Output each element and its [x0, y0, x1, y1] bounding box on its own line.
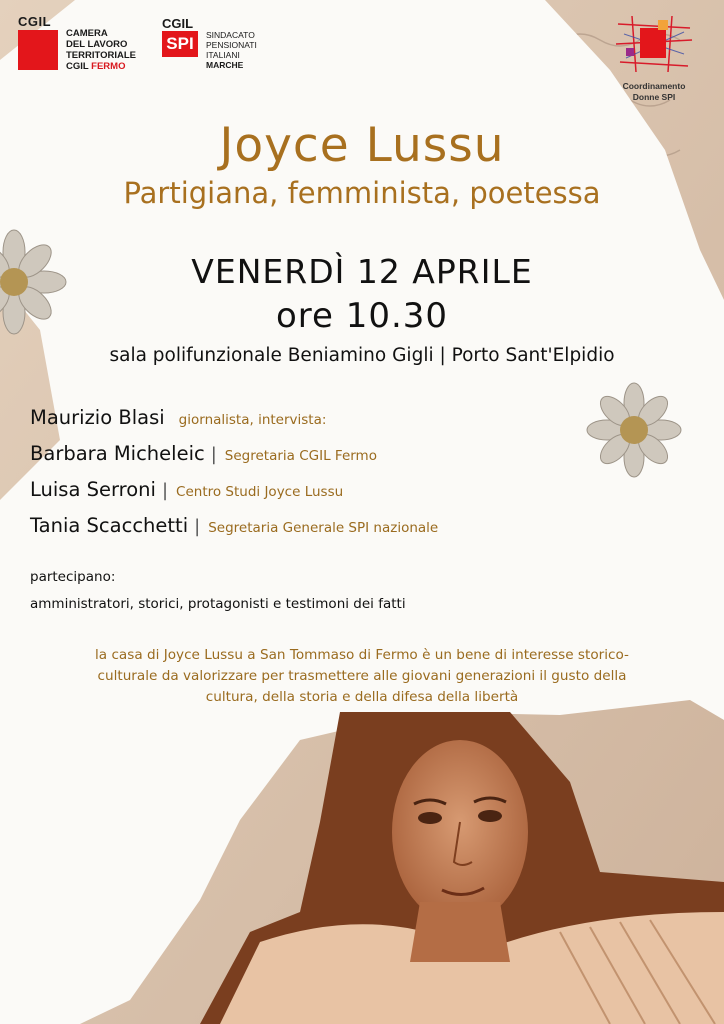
speaker-role: Segretaria Generale SPI nazionale	[208, 520, 439, 536]
speaker-row	[30, 478, 343, 501]
event-time: ore 10.30	[275, 296, 449, 336]
statement-line-3: cultura, della storia e della difesa della libertà	[205, 689, 519, 705]
spi-cgil-logo	[162, 16, 257, 70]
event-date: VENERDÌ 12 APRILE	[191, 252, 533, 291]
speaker-name: Maurizio Blasi	[30, 406, 165, 429]
speaker-role: giornalista, intervista:	[178, 412, 327, 428]
speaker-separator: |	[194, 516, 201, 537]
spi-cgil-wordmark: CGIL	[162, 16, 194, 31]
mosaic-logo-icon	[614, 14, 694, 74]
participants-label: partecipano:	[30, 569, 116, 585]
speaker-role: Segretaria CGIL Fermo	[224, 448, 377, 464]
cgil-city: FERMO	[91, 61, 126, 72]
cgil-line-3: TERRITORIALE	[66, 50, 137, 61]
speaker-name: Luisa Serroni	[30, 478, 156, 501]
speaker-name: Barbara Micheleic	[30, 442, 205, 465]
event-subtitle: Partigiana, femminista, poetessa	[123, 176, 601, 210]
cgil-line-4-prefix: CGIL	[66, 61, 89, 72]
event-title: Joyce Lussu	[219, 118, 505, 173]
speaker-row	[30, 406, 326, 429]
coordinamento-line-2: Donne SPI	[632, 92, 676, 102]
statement-line-1: la casa di Joyce Lussu a San Tommaso di Fermo è un bene di interesse storico-	[95, 647, 629, 663]
speaker-row	[30, 514, 438, 537]
coordinamento-line-1: Coordinamento	[622, 81, 686, 91]
cgil-line-1: CAMERA	[66, 28, 108, 39]
speaker-role: Centro Studi Joyce Lussu	[176, 484, 344, 500]
spi-line-1: SINDACATO	[206, 30, 255, 40]
spi-line-3: ITALIANI	[206, 50, 240, 60]
statement-line-2: culturale da valorizzare per trasmettere alle giovani generazioni il gusto della	[97, 668, 627, 684]
spi-region: MARCHE	[206, 60, 244, 70]
cgil-red-square-icon	[18, 30, 58, 70]
cgil-fermo-logo	[18, 16, 136, 72]
coordinamento-donne-spi-logo	[608, 14, 700, 103]
spi-line-2: PENSIONATI	[206, 40, 257, 50]
spi-box: SPI	[162, 31, 198, 57]
speaker-separator: |	[161, 480, 169, 501]
dried-flower-right	[584, 380, 684, 480]
cgil-line-2: DEL LAVORO	[66, 39, 128, 50]
speaker-name: Tania Scacchetti	[30, 514, 189, 537]
participants-text: amministratori, storici, protagonisti e testimoni dei fatti	[30, 596, 406, 612]
sepia-portrait	[180, 712, 724, 1024]
speaker-separator: |	[210, 444, 217, 465]
event-venue: sala polifunzionale Beniamino Gigli | Porto Sant'Elpidio	[109, 345, 615, 366]
closing-statement	[0, 645, 724, 708]
cgil-wordmark: CGIL	[18, 14, 52, 29]
speaker-row	[30, 442, 377, 465]
